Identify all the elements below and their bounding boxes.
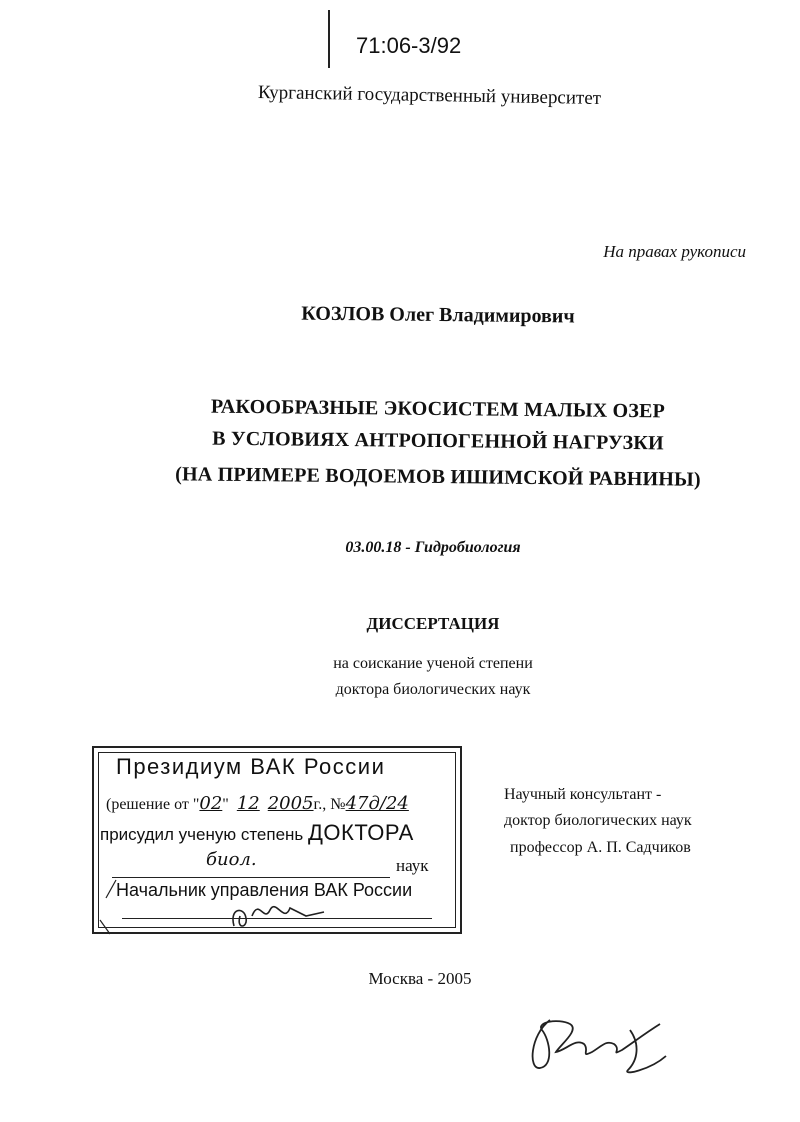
stamp-decision: (решение от "02" 12 2005г., №47д/24 bbox=[106, 793, 409, 814]
title-line-1: РАКООБРАЗНЫЕ ЭКОСИСТЕМ МАЛЫХ ОЗЕР bbox=[210, 395, 666, 423]
consultant-line-3: профессор А. П. Садчиков bbox=[510, 839, 691, 856]
title-line-2: В УСЛОВИЯХ АНТРОПОГЕННОЙ НАГРУЗКИ bbox=[212, 427, 664, 455]
rights-note: На правах рукописи bbox=[603, 242, 746, 261]
stamp-title: Президиум ВАК России bbox=[116, 754, 386, 779]
consultant-line-2: доктор биологических наук bbox=[504, 812, 692, 829]
decision-month: 12 bbox=[236, 793, 260, 814]
city-year: Москва - 2005 bbox=[368, 969, 472, 988]
archive-code: 71:06-3/92 bbox=[356, 33, 462, 58]
stamp-sciences: наук bbox=[396, 856, 429, 875]
awarded-degree: ДОКТОРА bbox=[308, 820, 414, 845]
document-type: ДИССЕРТАЦИЯ bbox=[366, 614, 500, 633]
margin-rule bbox=[328, 10, 330, 68]
university-name: Курганский государственный университет bbox=[257, 82, 602, 109]
decision-number: 47д/24 bbox=[345, 793, 409, 814]
degree-line-1: на соискание ученой степени bbox=[333, 655, 533, 672]
author-signature-icon bbox=[510, 1000, 690, 1090]
stamp-signature-icon bbox=[94, 748, 464, 936]
awarded-text: присудил ученую степень bbox=[100, 825, 309, 844]
specialty: 03.00.18 - Гидробиология bbox=[345, 539, 521, 556]
decision-year: 2005 bbox=[267, 793, 314, 814]
degree-line-2: доктора биологических наук bbox=[335, 681, 531, 698]
decision-day: 02 bbox=[199, 793, 223, 814]
decision-year-suffix: г., № bbox=[313, 796, 346, 813]
stamp-field-handwritten: биол. bbox=[206, 849, 257, 870]
title-line-3: (НА ПРИМЕРЕ ВОДОЕМОВ ИШИМСКОЙ РАВНИНЫ) bbox=[175, 463, 701, 491]
stamp-head: Начальник управления ВАК России bbox=[116, 880, 413, 900]
author-name: КОЗЛОВ Олег Владимирович bbox=[301, 302, 575, 328]
decision-prefix: (решение от " bbox=[106, 796, 200, 813]
vak-stamp bbox=[92, 746, 462, 934]
consultant-line-1: Научный консультант - bbox=[504, 786, 662, 803]
